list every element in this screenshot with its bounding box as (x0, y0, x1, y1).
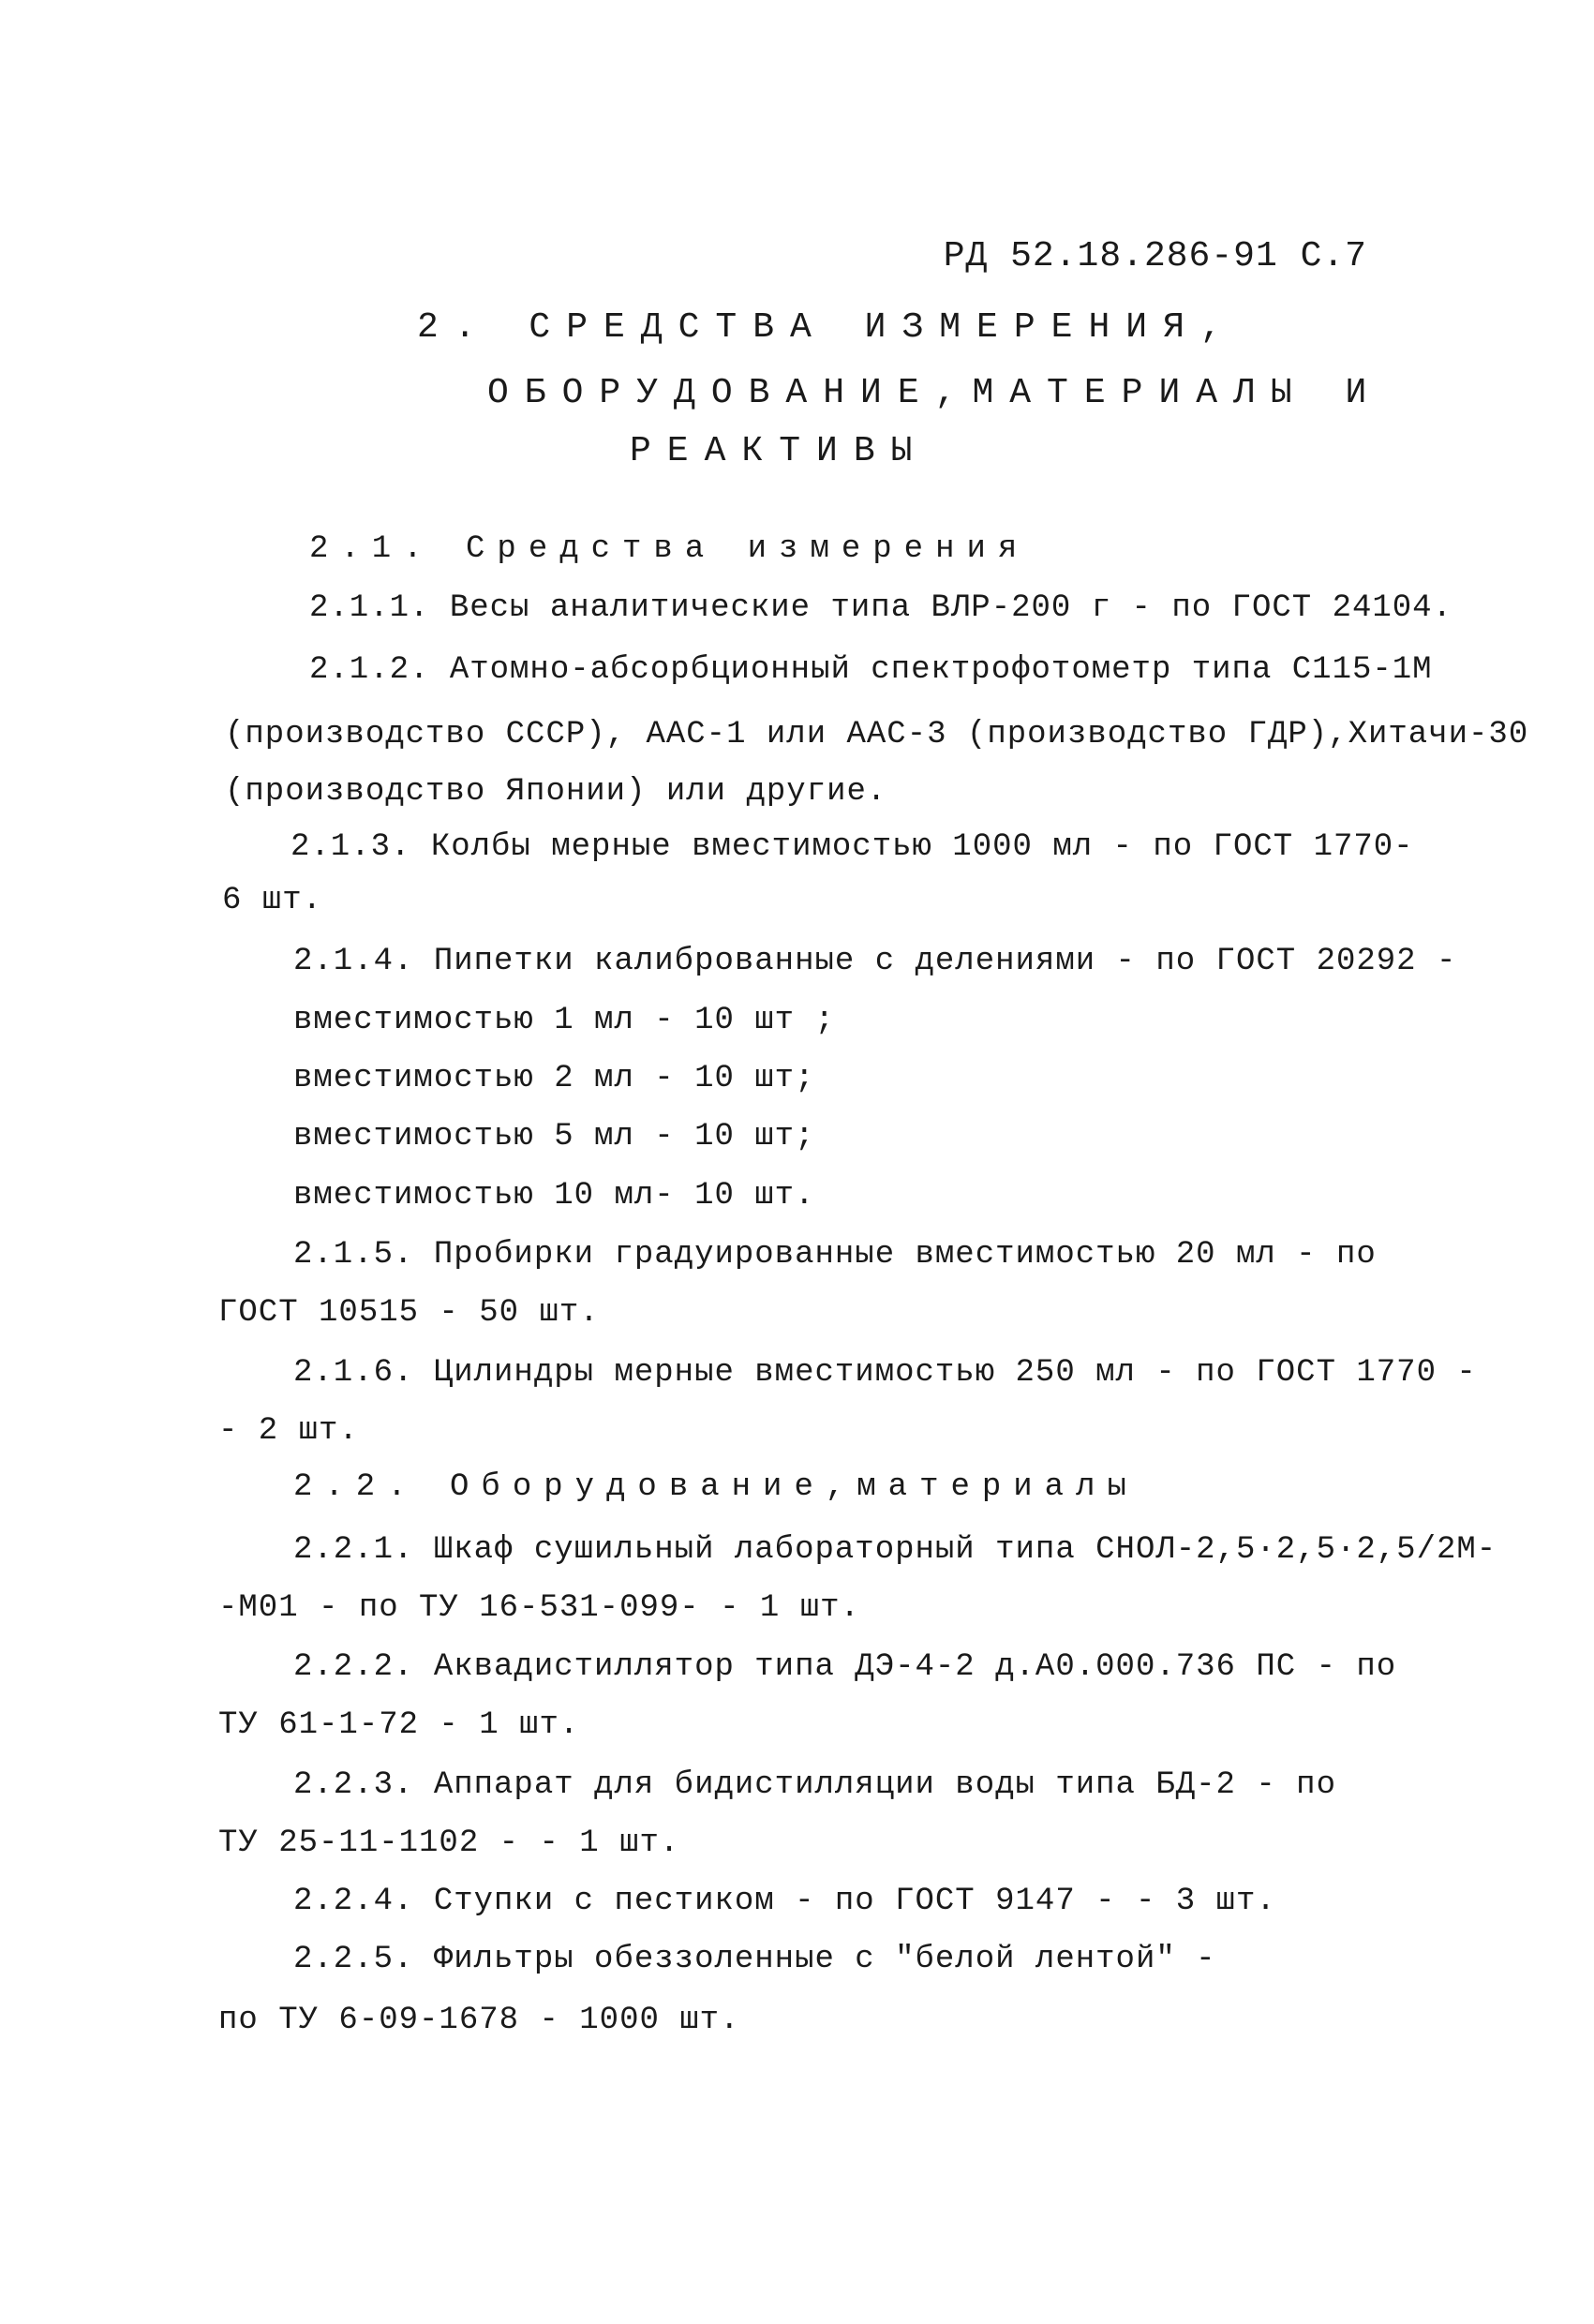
subsection-heading-2-2: 2.2. Оборудование,материалы (293, 1469, 1139, 1505)
text-line: 2.2.5. Фильтры обеззоленные с "белой лентой" - (293, 1942, 1216, 1977)
text-line: 2.1.2. Атомно-абсорбционный спектрофотометр типа С115-1М (309, 652, 1433, 688)
text-line: 2.1.5. Пробирки градуированные вместимостью 20 мл - по (293, 1237, 1377, 1273)
text-line: 2.1.3. Колбы мерные вместимостью 1000 мл - по ГОСТ 1770- (290, 829, 1414, 865)
text-line: 2.1.4. Пипетки калиброванные с делениями - по ГОСТ 20292 - (293, 944, 1457, 979)
text-line: 2.2.4. Ступки с пестиком - по ГОСТ 9147 - - 3 шт. (293, 1884, 1276, 1919)
text-line: (производство СССР), ААС-1 или ААС-3 (производство ГДР),Хитачи-30 (225, 717, 1529, 752)
text-line: вместимостью 1 мл - 10 шт ; (293, 1003, 835, 1038)
text-line: ТУ 61-1-72 - 1 шт. (218, 1707, 580, 1743)
text-line: вместимостью 5 мл - 10 шт; (293, 1119, 815, 1155)
text-line: - 2 шт. (218, 1413, 359, 1449)
document-code: РД 52.18.286-91 С.7 (943, 236, 1367, 276)
text-line: 2.2.1. Шкаф сушильный лабораторный типа СНОЛ-2,5·2,5·2,5/2М- (293, 1532, 1497, 1568)
text-line: ТУ 25-11-1102 - - 1 шт. (218, 1825, 680, 1861)
text-line: ГОСТ 10515 - 50 шт. (218, 1295, 600, 1331)
text-line: 2.1.6. Цилиндры мерные вместимостью 250 мл - по ГОСТ 1770 - (293, 1355, 1477, 1391)
section-title-line-3: РЕАКТИВЫ (630, 431, 929, 471)
text-line: по ТУ 6-09-1678 - 1000 шт. (218, 2003, 740, 2038)
text-line: 2.1.1. Весы аналитические типа ВЛР-200 г - по ГОСТ 24104. (309, 590, 1452, 626)
subsection-heading-2-1: 2.1. Средства измерения (309, 531, 1030, 567)
text-line: -М01 - по ТУ 16-531-099- - 1 шт. (218, 1590, 860, 1626)
text-line: вместимостью 10 мл- 10 шт. (293, 1178, 815, 1214)
section-title-line-1: 2. СРЕДСТВА ИЗМЕРЕНИЯ, (417, 307, 1238, 348)
text-line: (производство Японии) или другие. (225, 774, 887, 810)
text-line: 6 шт. (222, 883, 323, 918)
text-line: 2.2.3. Аппарат для бидистилляции воды типа БД-2 - по (293, 1767, 1336, 1803)
text-line: 2.2.2. Аквадистиллятор типа ДЭ-4-2 д.А0.000.736 ПС - по (293, 1649, 1397, 1685)
section-title-line-2: ОБОРУДОВАНИЕ,МАТЕРИАЛЫ И (487, 373, 1383, 413)
text-line: вместимостью 2 мл - 10 шт; (293, 1061, 815, 1096)
